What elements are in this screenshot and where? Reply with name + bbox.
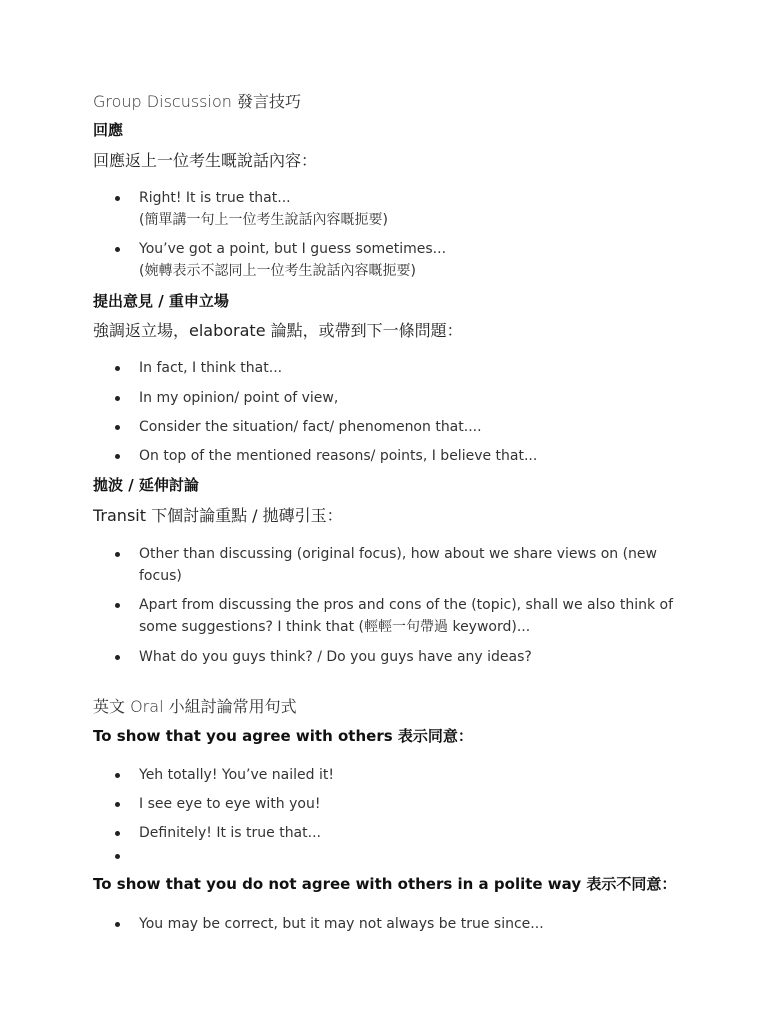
- list-item-note: (簡單講一句上一位考生說話內容嘅扼要): [139, 212, 388, 228]
- section-heading-disagree: To show that you do not agree with others in a polite way 表示不同意：: [93, 875, 677, 893]
- list-item-text: In my opinion/ point of view,: [139, 390, 339, 406]
- list-item-text: Apart from discussing the pros and cons of the (topic), shall we also think of: [139, 597, 674, 613]
- list-item-text: I see eye to eye with you!: [139, 796, 321, 812]
- bullet-dot: [115, 655, 120, 660]
- section-heading-opinion: 提出意見 / 重申立場: [93, 292, 229, 310]
- list-item-text: You’ve got a point, but I guess sometimes...: [139, 241, 447, 257]
- bullet-dot: [115, 854, 120, 859]
- section-intro-transit: Transit 下個討論重點 / 拋磚引玉：: [93, 506, 343, 525]
- list-item-text: You may be correct, but it may not always be true since...: [139, 916, 544, 932]
- list-item-text: Right! It is true that...: [139, 190, 291, 206]
- section-intro-response: 回應返上一位考生嘅說話內容：: [93, 151, 318, 170]
- bullet-dot: [115, 396, 120, 401]
- list-item-text: Yeh totally! You’ve nailed it!: [139, 767, 334, 783]
- section-intro-opinion: 強調返立場，elaborate 論點，或帶到下一條問題：: [93, 321, 463, 340]
- bullet-dot: [115, 922, 120, 927]
- bullet-dot: [115, 247, 120, 252]
- list-item-text-cont: some suggestions? I think that (輕輕一句帶過 keyword)...: [139, 619, 531, 635]
- bullet-dot: [115, 773, 120, 778]
- list-item-note: (婉轉表示不認同上一位考生說話內容嘅扼要): [139, 263, 416, 279]
- section-heading-response: 回應: [93, 121, 124, 139]
- section-heading-transit: 拋波 / 延伸討論: [93, 476, 199, 494]
- section-heading-agree: To show that you agree with others 表示同意：: [93, 727, 473, 745]
- bullet-dot: [115, 802, 120, 807]
- bullet-dot: [115, 552, 120, 557]
- list-item-text: Definitely! It is true that...: [139, 825, 321, 841]
- bullet-dot: [115, 196, 120, 201]
- document-title: Group Discussion 發言技巧: [93, 92, 301, 111]
- document-subtitle: 英文 Oral 小組討論常用句式: [93, 697, 297, 716]
- bullet-dot: [115, 603, 120, 608]
- bullet-dot: [115, 831, 120, 836]
- bullet-dot: [115, 454, 120, 459]
- list-item-text: On top of the mentioned reasons/ points, I believe that...: [139, 448, 538, 464]
- list-item-text: Other than discussing (original focus), how about we share views on (new: [139, 546, 657, 562]
- bullet-dot: [115, 366, 120, 371]
- list-item-text: In fact, I think that...: [139, 360, 283, 376]
- list-item-text-cont: focus): [139, 568, 182, 584]
- bullet-dot: [115, 425, 120, 430]
- list-item-text: What do you guys think? / Do you guys have any ideas?: [139, 649, 532, 665]
- list-item-text: Consider the situation/ fact/ phenomenon that....: [139, 419, 482, 435]
